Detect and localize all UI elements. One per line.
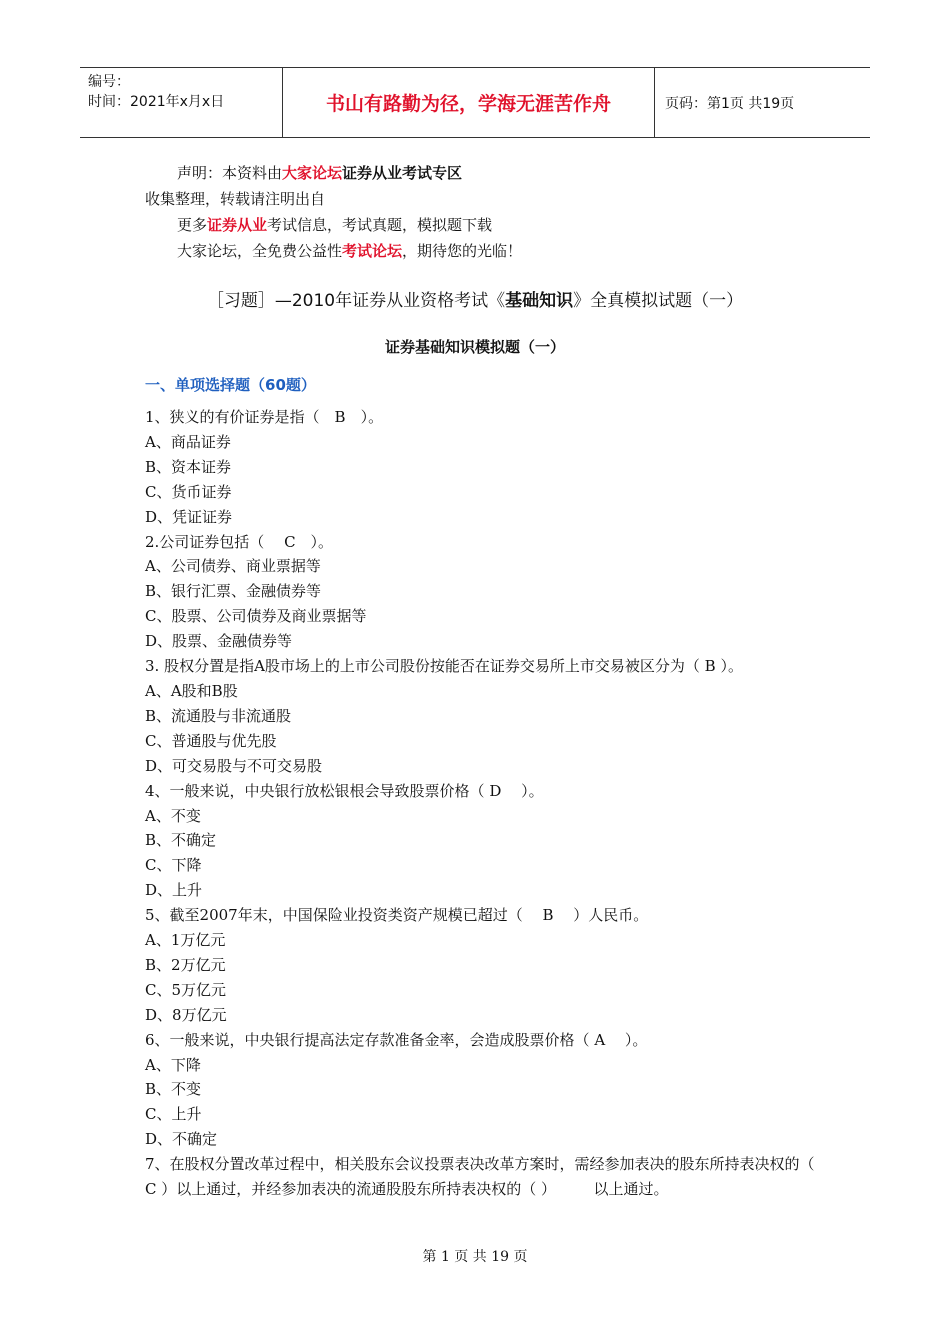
number-label: 编号：	[88, 74, 130, 90]
option-line: B、不变	[145, 1080, 202, 1099]
declaration-text: 更多	[177, 216, 208, 234]
section-heading: 一、单项选择题（60题）	[145, 376, 316, 394]
declaration-text: 考试信息，考试真题，模拟题下载	[267, 216, 493, 234]
option-line: A、下降	[145, 1055, 201, 1074]
question-list	[145, 405, 815, 1202]
declaration-text: 证券从业考试专区	[342, 164, 463, 182]
declaration-text: ，期待您的光临！	[402, 242, 523, 260]
option-line: C、货币证券	[145, 482, 232, 501]
date-label: 时间：2021年x月x日	[88, 94, 225, 110]
declaration-line-4	[145, 238, 825, 264]
declaration-text: 大家论坛，全免费公益性	[177, 242, 343, 260]
question-line: 4、一般来说，中央银行放松银根会导致股票价格（ D ）。	[145, 781, 544, 800]
option-line: B、流通股与非流通股	[145, 706, 292, 725]
declaration-line-3	[145, 212, 825, 238]
option-line: B、银行汇票、金融债券等	[145, 582, 322, 601]
option-line: D、凭证证券	[145, 507, 233, 526]
option-line: C、普通股与优先股	[145, 731, 277, 750]
option-line: A、商品证券	[145, 432, 231, 451]
page-header	[80, 67, 870, 138]
declaration	[145, 160, 825, 264]
option-line: D、8万亿元	[145, 1005, 227, 1024]
header-motto: 书山有路勤为径，学海无涯苦作舟	[282, 68, 655, 137]
document-title: ［习题］—2010年证券从业资格考试《基础知识》全真模拟试题（一）	[206, 291, 744, 311]
option-line: D、上升	[145, 881, 203, 900]
header-meta	[80, 68, 282, 137]
option-line: B、资本证券	[145, 457, 232, 476]
option-line: C、上升	[145, 1105, 202, 1124]
header-page-info: 页码：第1页 共19页	[665, 95, 795, 112]
option-line: A、1万亿元	[145, 931, 226, 950]
page-footer: 第 1 页 共 19 页	[422, 1249, 528, 1265]
question-line: 6、一般来说，中央银行提高法定存款准备金率，会造成股票价格（ A ）。	[145, 1030, 648, 1049]
option-line: D、可交易股与不可交易股	[145, 756, 323, 775]
declaration-text: 声明：本资料由	[177, 164, 283, 182]
question-line: 1、狭义的有价证券是指（ B ）。	[145, 408, 384, 426]
option-line: A、不变	[145, 806, 201, 825]
option-line: D、不确定	[145, 1130, 218, 1149]
document-subtitle: 证券基础知识模拟题（一）	[384, 338, 565, 356]
declaration-line-1	[145, 160, 825, 186]
option-line: C、5万亿元	[145, 980, 227, 999]
question-line: 2.公司证券包括（ C ）。	[145, 532, 334, 551]
option-line: A、A股和B股	[145, 681, 238, 700]
option-line: B、2万亿元	[145, 955, 226, 974]
exam-forum-link[interactable]: 考试论坛	[342, 242, 403, 260]
option-line: D、股票、金融债券等	[145, 632, 293, 651]
question-line: 5、截至2007年末，中国保险业投资类资产规模已超过（ B ）人民币。	[145, 906, 649, 925]
securities-link[interactable]: 证券从业	[207, 216, 268, 234]
option-line: A、公司债券、商业票据等	[145, 557, 321, 576]
option-line: C、股票、公司债券及商业票据等	[145, 607, 367, 626]
option-line: B、不确定	[145, 831, 217, 850]
title-emphasis: 基础知识	[505, 291, 574, 311]
forum-link[interactable]: 大家论坛	[282, 164, 343, 182]
question-line: 7、在股权分置改革过程中，相关股东会议投票表决改革方案时，需经参加表决的股东所持表决权的（ C ）以上通过，并经参加表决的流通股股东所持表决权的（ ） 以上通过。	[145, 1155, 815, 1199]
declaration-line-2: 收集整理，转载请注明出自	[145, 190, 326, 208]
question-line: 3. 股权分置是指A股市场上的上市公司股份按能否在证券交易所上市交易被区分为（ B ）。	[145, 657, 743, 676]
option-line: C、下降	[145, 856, 202, 875]
